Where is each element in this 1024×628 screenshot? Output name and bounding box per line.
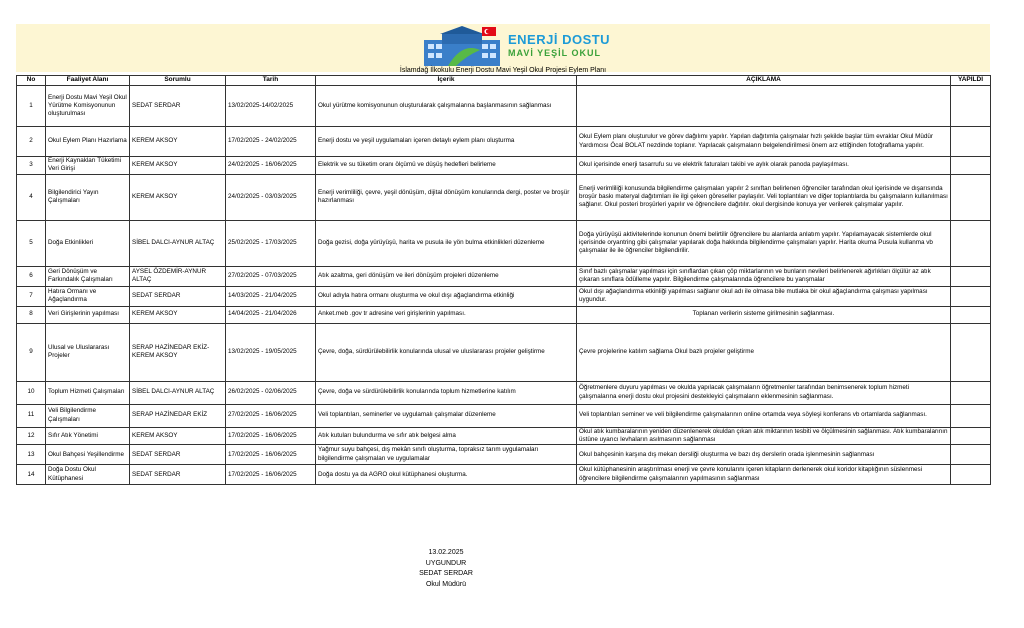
cell-aciklama: Okul bahçesinin karşına dış mekan dersliği oluşturma ve bazı dış derslerin orada işlenmesinin sağlanması (577, 445, 951, 465)
cell-sorumlu: AYSEL ÖZDEMİR-AYNUR ALTAÇ (130, 266, 226, 286)
cell-sorumlu: SEDAT SERDAR (130, 445, 226, 465)
cell-alan: Bilgilendirici Yayın Çalışmaları (46, 174, 130, 220)
cell-yapildi (951, 465, 991, 485)
cell-sorumlu: SEDAT SERDAR (130, 465, 226, 485)
cell-sorumlu: KEREM AKSOY (130, 127, 226, 157)
header-no: No (17, 76, 46, 86)
cell-aciklama: Enerji verimliliği konusunda bilgilendirme çalışmaları yapılır 2 sınıftan belirlenen öğrenciler tarafından okul içerisinde ve dışarısında broşür baskı materyal dağıtımları ile ilgi çeken göreseller paylaşılır. Veli toplantıları ve diğer toplantılarda bu çalışmaların kullanılması sağlanır. Okul posteri broşürleri yapılır ve öğrencilere dağıtılır. okul dergisinde konuya yer verilerek çalışmalar yapılır. (577, 174, 951, 220)
cell-yapildi (951, 404, 991, 427)
cell-alan: Hatıra Ormanı ve Ağaçlandırma (46, 286, 130, 306)
cell-yapildi (951, 323, 991, 381)
cell-aciklama: Sınıf bazlı çalışmalar yapılması için sınıflardan çıkan çöp miktarlarının ve bunların nevileri belirlenerek ağırlıkları ölçülür az atık çıkaran sınıflara ödülleme yapılır. Bilgilendirme çalışmalarında öğrencilere bu yarışmalar (577, 266, 951, 286)
cell-yapildi (951, 174, 991, 220)
cell-yapildi (951, 266, 991, 286)
cell-no: 3 (17, 157, 46, 175)
cell-yapildi (951, 127, 991, 157)
table-row (17, 86, 991, 127)
table-row (17, 127, 991, 157)
cell-no: 10 (17, 381, 46, 404)
cell-no: 13 (17, 445, 46, 465)
table-row (17, 266, 991, 286)
cell-tarih: 13/02/2025 - 19/05/2025 (226, 323, 316, 381)
cell-sorumlu: SERAP HAZİNEDAR EKİZ-KEREM AKSOY (130, 323, 226, 381)
table-row (17, 174, 991, 220)
cell-no: 9 (17, 323, 46, 381)
cell-aciklama: Veli toplantıları seminer ve veli bilgilendirme çalışmalarının online ortamda veya söyleşi konferans vb ortamlarda sağlanması. (577, 404, 951, 427)
cell-icerik: Okul adıyla hatıra ormanı oluşturma ve okul dışı ağaçlandırma etkinliği (316, 286, 577, 306)
cell-sorumlu: SİBEL DALCI-AYNUR ALTAÇ (130, 220, 226, 266)
cell-no: 8 (17, 306, 46, 323)
cell-aciklama: Toplanan verilerin sisteme girilmesinin sağlanması. (577, 306, 951, 323)
cell-icerik: Enerji verimliliği, çevre, yeşil dönüşüm, dijital dönüşüm konularında dergi, poster ve broşür hazırlanması (316, 174, 577, 220)
action-plan-table (16, 75, 991, 485)
cell-tarih: 14/04/2025 - 21/04/2026 (226, 306, 316, 323)
header-icerik: İçerik (316, 76, 577, 86)
cell-alan: Geri Dönüşüm ve Farkındalık Çalışmaları (46, 266, 130, 286)
cell-yapildi (951, 381, 991, 404)
cell-yapildi (951, 286, 991, 306)
header-faaliyet-alani: Faaliyet Alanı (46, 76, 130, 86)
table-row (17, 220, 991, 266)
cell-yapildi (951, 86, 991, 127)
header-sorumlu: Sorumlu (130, 76, 226, 86)
cell-alan: Okul Bahçesi Yeşillendirme (46, 445, 130, 465)
cell-sorumlu: SİBEL DALCI-AYNUR ALTAÇ (130, 381, 226, 404)
table-row (17, 157, 991, 175)
cell-alan: Doğa Etkinlikleri (46, 220, 130, 266)
cell-alan: Sıfır Atık Yönetimi (46, 427, 130, 445)
cell-tarih: 27/02/2025 - 16/06/2025 (226, 404, 316, 427)
table-row (17, 445, 991, 465)
cell-yapildi (951, 157, 991, 175)
cell-no: 5 (17, 220, 46, 266)
plan-title: İslamdağ İlkokulu Enerji Dostu Mavi Yeşil Okul Projesi Eylem Planı (399, 67, 607, 74)
school-building-icon (422, 26, 502, 70)
cell-no: 12 (17, 427, 46, 445)
cell-icerik: Elektrik ve su tüketim oranı ölçümü ve düşüş hedefleri belirleme (316, 157, 577, 175)
cell-tarih: 17/02/2025 - 16/06/2025 (226, 465, 316, 485)
cell-icerik: Çevre, doğa ve sürdürülebilirlik konularında toplum hizmetlerine katılım (316, 381, 577, 404)
header-aciklama: AÇIKLAMA (577, 76, 951, 86)
cell-yapildi (951, 306, 991, 323)
cell-aciklama: Doğa yürüyüşü aktivitelerinde konunun önemi belirtilir öğrencilere bu alanlarda anlatım yapılır. Yapılamayacak sistemlerde okul içerisinde oryantring gibi çalışmalar yapılarak doğa hakkında bilgilendirme çalışmaları yapılır. Harita okuma Pusula kullanma vb çalışmalar ile ile öğrenciler bilgilendirilir. (577, 220, 951, 266)
table-header-row (17, 76, 991, 86)
principal-title: Okul Müdürü (425, 580, 467, 588)
header-yapildi: YAPILDI (951, 76, 991, 86)
cell-icerik: Atık azaltma, geri dönüşüm ve ileri dönüşüm projeleri düzenleme (316, 266, 577, 286)
logo-subtitle: MAVİ YEŞİL OKUL (508, 48, 602, 58)
table-row (17, 323, 991, 381)
cell-aciklama (577, 86, 951, 127)
cell-icerik: Enerji dostu ve yeşil uygulamaları içeren detaylı eylem planı oluşturma (316, 127, 577, 157)
cell-alan: Veli Bilgilendirme Çalışmaları (46, 404, 130, 427)
cell-alan: Ulusal ve Uluslararası Projeler (46, 323, 130, 381)
cell-sorumlu: KEREM AKSOY (130, 157, 226, 175)
cell-icerik: Doğa dostu ya da AGRO okul kütüphanesi oluşturma. (316, 465, 577, 485)
principal-name: SEDAT SERDAR (419, 570, 473, 577)
cell-tarih: 14/03/2025 - 21/04/2025 (226, 286, 316, 306)
cell-tarih: 17/02/2025 - 16/06/2025 (226, 427, 316, 445)
cell-sorumlu: KEREM AKSOY (130, 306, 226, 323)
cell-yapildi (951, 445, 991, 465)
cell-aciklama: Okul atık kumbaralarının yeniden düzenlenerek okuldan çıkan atık miktarının tesbiti ve ölçülmesinin sağlanması. Atık kumbaralarının üstüne uyarıcı levhaların asılmasının sağlanması (577, 427, 951, 445)
cell-aciklama: Okul kütüphanesinin araştırılması enerji ve çevre konularını içeren kitapların derlenerek okul koridor kitaplığının süslenmesi öğrencilere bilgilendirme çalışmalarının yapılmasının sağlanması (577, 465, 951, 485)
table-row (17, 404, 991, 427)
cell-tarih: 24/02/2025 - 03/03/2025 (226, 174, 316, 220)
cell-alan: Enerji Dostu Mavi Yeşil Okul Yürütme Komisyonunun oluşturulması (46, 86, 130, 127)
cell-sorumlu: SEDAT SERDAR (130, 286, 226, 306)
logo-title: ENERJİ DOSTU (508, 32, 611, 47)
cell-no: 14 (17, 465, 46, 485)
cell-aciklama: Çevre projelerine katılım sağlama Okul bazlı projeler geliştirme (577, 323, 951, 381)
table-row (17, 465, 991, 485)
table-row (17, 306, 991, 323)
cell-aciklama: Öğretmenlere duyuru yapılması ve okulda yapılacak çalışmaların öğretmenler tarafından benimsenerek toplum hizmeti çalışmalarına enerji dostu okul projesini destekleyici çalışmaların eklenmesinin sağlanması. (577, 381, 951, 404)
cell-no: 1 (17, 86, 46, 127)
signature-date: 13.02.2025 (428, 549, 464, 556)
cell-tarih: 13/02/2025-14/02/2025 (226, 86, 316, 127)
cell-alan: Enerji Kaynakları Tüketimi Veri Girişi (46, 157, 130, 175)
cell-sorumlu: KEREM AKSOY (130, 427, 226, 445)
cell-icerik: Çevre, doğa, sürdürülebilirlik konularında ulusal ve uluslararası projeler geliştirme (316, 323, 577, 381)
table-row (17, 427, 991, 445)
cell-icerik: Okul yürütme komisyonunun oluşturularak çalışmalarına başlanmasının sağlanması (316, 86, 577, 127)
cell-alan: Okul Eylem Planı Hazırlama (46, 127, 130, 157)
cell-sorumlu: SERAP HAZİNEDAR EKİZ (130, 404, 226, 427)
header-tarih: Tarih (226, 76, 316, 86)
cell-tarih: 17/02/2025 - 24/02/2025 (226, 127, 316, 157)
cell-no: 6 (17, 266, 46, 286)
cell-no: 7 (17, 286, 46, 306)
cell-tarih: 27/02/2025 - 07/03/2025 (226, 266, 316, 286)
cell-icerik: Yağmur suyu bahçesi, dış mekân sınıfı oluşturma, topraksız tarım uygulamaları bilgilendirme çalışmaları ve uygulamalar (316, 445, 577, 465)
cell-yapildi (951, 427, 991, 445)
cell-alan: Veri Girişlerinin yapılması (46, 306, 130, 323)
cell-icerik: Veli toplantıları, seminerler ve uygulamalı çalışmalar düzenleme (316, 404, 577, 427)
table-row (17, 381, 991, 404)
cell-tarih: 24/02/2025 - 16/06/2025 (226, 157, 316, 175)
cell-tarih: 25/02/2025 - 17/03/2025 (226, 220, 316, 266)
cell-aciklama: Okul dışı ağaçlandırma etkinliği yapılması sağlanır okul adı ile olmasa bile mutlaka bir okul ağaçlandırma çalışması yapılması uygundur. (577, 286, 951, 306)
cell-icerik: Anket.meb .gov tr adresine veri girişlerinin yapılması. (316, 306, 577, 323)
cell-yapildi (951, 220, 991, 266)
header-banner (16, 24, 990, 72)
cell-no: 4 (17, 174, 46, 220)
cell-tarih: 26/02/2025 - 02/06/2025 (226, 381, 316, 404)
cell-no: 11 (17, 404, 46, 427)
cell-tarih: 17/02/2025 - 16/06/2025 (226, 445, 316, 465)
table-row (17, 286, 991, 306)
cell-aciklama: Okul Eylem planı oluşturulur ve görev dağılımı yapılır. Yapılan dağıtımla çalışmalar hızlı şekilde başlar tüm evraklar Okul Müdür Yardımcısı Öcal BOLAT nezdinde toplanır. Yapılacak çalışmaların belgelendirilmesi önem arz ettiğinden fotoğraflama yapılır. (577, 127, 951, 157)
cell-alan: Toplum Hizmeti Çalışmaları (46, 381, 130, 404)
signature-block (16, 548, 876, 590)
cell-sorumlu: SEDAT SERDAR (130, 86, 226, 127)
cell-alan: Doğa Dostu Okul Kütüphanesi (46, 465, 130, 485)
cell-icerik: Atık kutuları bulundurma ve sıfır atık belgesi alma (316, 427, 577, 445)
cell-no: 2 (17, 127, 46, 157)
cell-icerik: Doğa gezisi, doğa yürüyüşü, harita ve pusula ile yön bulma etkinlikleri düzenleme (316, 220, 577, 266)
cell-aciklama: Okul içerisinde enerji tasarrufu su ve elektrik faturaları takibi ve aylık olarak panoda paylaşılması. (577, 157, 951, 175)
cell-sorumlu: KEREM AKSOY (130, 174, 226, 220)
approval-text: UYGUNDUR (425, 559, 467, 567)
logo (422, 26, 611, 70)
